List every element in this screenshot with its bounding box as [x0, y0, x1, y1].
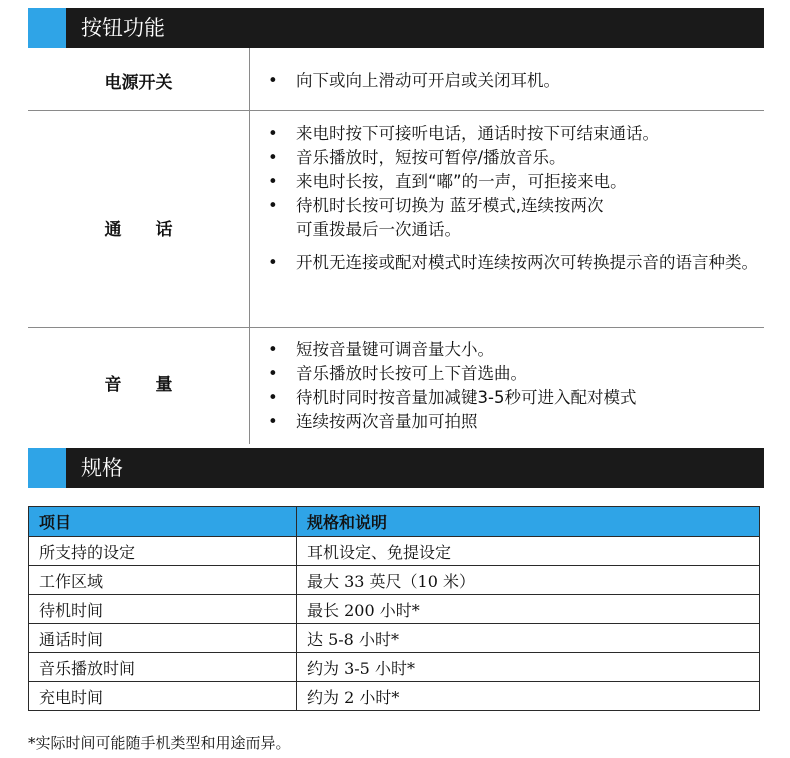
list-item: • 开机无连接或配对模式时连续按两次可转换提示音的语言种类。 — [268, 253, 758, 272]
spec-value-cell: 达 5-8 小时* — [297, 624, 760, 653]
table-row — [29, 595, 760, 624]
specs-section-header — [28, 448, 764, 488]
spec-item-cell: 音乐播放时间 — [29, 653, 297, 682]
spec-value-cell: 约为 2 小时* — [297, 682, 760, 711]
list-item: • 来电时长按，直到“嘟”的一声，可拒接来电。 — [268, 172, 627, 191]
spec-item-cell: 所支持的设定 — [29, 537, 297, 566]
table-row — [29, 566, 760, 595]
list-item: • 向下或向上滑动可开启或关闭耳机。 — [268, 71, 560, 90]
table-header-row — [29, 507, 760, 537]
spec-value-cell: 最大 33 英尺（10 米） — [297, 566, 760, 595]
power-switch-label: 电源开关 — [104, 73, 173, 93]
list-item: • 待机时同时按音量加减键3-5秒可进入配对模式 — [268, 388, 637, 407]
call-label: 通 话 — [104, 220, 173, 240]
list-item: • 连续按两次音量加可拍照 — [268, 412, 478, 431]
spec-item-cell: 充电时间 — [29, 682, 297, 711]
section-accent-bar — [28, 8, 66, 48]
table-row — [29, 653, 760, 682]
spec-item-cell: 待机时间 — [29, 595, 297, 624]
list-item: • 音乐播放时长按可上下首选曲。 — [268, 364, 527, 383]
spec-value-cell: 约为 3-5 小时* — [297, 653, 760, 682]
spec-value-cell: 最长 200 小时* — [297, 595, 760, 624]
specs-table — [28, 506, 760, 711]
spec-item-cell: 工作区域 — [29, 566, 297, 595]
table-row — [29, 682, 760, 711]
list-item: • 待机时长按可切换为 蓝牙模式,连续按两次 可重拨最后一次通话。 — [268, 196, 604, 239]
volume-label: 音 量 — [104, 375, 173, 395]
volume-items — [268, 338, 764, 434]
spec-item-cell: 通话时间 — [29, 624, 297, 653]
buttons-section-title: 按钮功能 — [81, 16, 165, 40]
list-item: • 来电时按下可接听电话，通话时按下可结束通话。 — [268, 124, 659, 143]
footnote: *实际时间可能随手机类型和用途而异。 — [28, 734, 291, 752]
spec-value-cell: 耳机设定、免提设定 — [297, 537, 760, 566]
table-row — [29, 537, 760, 566]
row-divider — [28, 327, 764, 328]
power-switch-items — [268, 69, 764, 93]
specs-section-title: 规格 — [81, 456, 123, 480]
buttons-section-header — [28, 8, 764, 48]
column-divider — [249, 48, 250, 444]
row-divider — [28, 110, 764, 111]
table-row — [29, 624, 760, 653]
column-header-item: 项目 — [29, 507, 297, 537]
section-accent-bar — [28, 448, 66, 488]
call-items — [268, 122, 764, 278]
list-item: • 音乐播放时，短按可暂停/播放音乐。 — [268, 148, 566, 167]
list-item: • 短按音量键可调音量大小。 — [268, 340, 494, 359]
column-header-spec: 规格和说明 — [297, 507, 760, 537]
